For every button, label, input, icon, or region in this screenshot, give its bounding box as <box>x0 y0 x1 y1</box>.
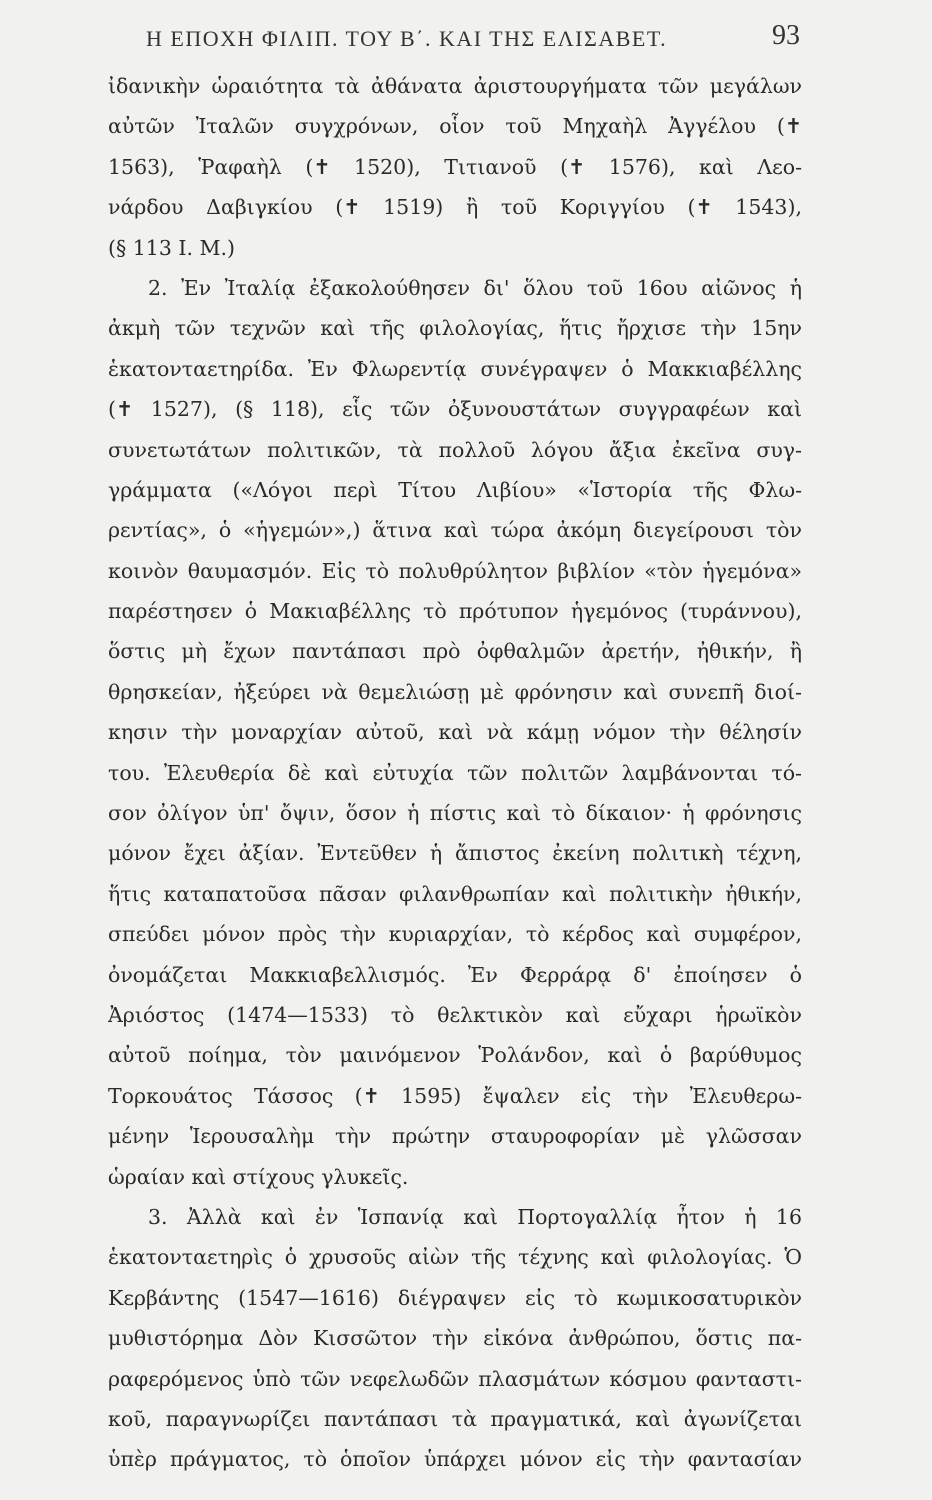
text-line: ἑκατονταετηρὶς ὁ χρυσοῦς αἰὼν τῆς τέχνης καὶ φιλολογίας. Ὁ <box>108 1245 802 1270</box>
text-line: μένην Ἱερουσαλὴμ τὴν πρώτην σταυροφορίαν μὲ γλῶσσαν <box>108 1124 802 1149</box>
text-line: ἥτις καταπατοῦσα πᾶσαν φιλανθρωπίαν καὶ πολιτικὴν ἠθικήν, <box>108 881 802 906</box>
text-line: ὑπὲρ πράγματος, τὸ ὁποῖον ὑπάρχει μόνον εἰς τὴν φαντασίαν <box>108 1447 802 1472</box>
text-line: Τορκουάτος Τάσσος (✝ 1595) ἔψαλεν εἰς τὴν Ἐλευθερω- <box>108 1083 802 1108</box>
text-line: παρέστησεν ὁ Μακιαβέλλης τὸ πρότυπον ἡγεμόνος (τυράννου), <box>108 599 802 624</box>
text-line: ὅστις μὴ ἔχων παντάπασι πρὸ ὀφθαλμῶν ἀρετήν, ἠθικήν, ἢ <box>108 639 802 664</box>
text-line: σπεύδει μόνον πρὸς τὴν κυριαρχίαν, τὸ κέρδος καὶ συμφέρον, <box>108 922 802 947</box>
text-line: (§ 113 I. M.) <box>108 235 236 260</box>
running-header <box>108 16 800 56</box>
text-line: ὡραίαν καὶ στίχους γλυκεῖς. <box>108 1164 409 1189</box>
text-line: Κερβάντης (1547—1616) διέγραψεν εἰς τὸ κωμικοσατυρικὸν <box>108 1285 802 1310</box>
text-line: 3. Ἀλλὰ καὶ ἐν Ἱσπανίᾳ καὶ Πορτογαλλίᾳ ἦτον ἡ 16 <box>148 1204 802 1229</box>
text-line: του. Ἐλευθερία δὲ καὶ εὐτυχία τῶν πολιτῶν λαμβάνονται τό- <box>108 760 802 785</box>
page-number: 93 <box>772 20 800 51</box>
text-line: κοινὸν θαυμασμόν. Εἰς τὸ πολυθρύλητον βιβλίον «τὸν ἡγεμόνα» <box>108 558 802 583</box>
text-line: ἑκατονταετηρίδα. Ἐν Φλωρεντίᾳ συνέγραψεν ὁ Μακκιαβέλλης <box>108 356 802 381</box>
text-line: ὀνομάζεται Μακκιαβελλισμός. Ἐν Φερράρᾳ δ' ἐποίησεν ὁ <box>108 962 802 987</box>
text-line: μόνον ἔχει ἀξίαν. Ἐντεῦθεν ἡ ἄπιστος ἐκείνη πολιτικὴ τέχνη, <box>108 841 802 866</box>
text-line: συνετωτάτων πολιτικῶν, τὰ πολλοῦ λόγου ἄξια ἐκεῖνα συγ- <box>108 437 802 462</box>
text-line: κοῦ, παραγνωρίζει παντάπασι τὰ πραγματικά, καὶ ἀγωνίζεται <box>108 1406 802 1431</box>
text-line: γράμματα («Λόγοι περὶ Τίτου Λιβίου» «Ἱστορία τῆς Φλω- <box>108 477 802 502</box>
text-line: ἀκμὴ τῶν τεχνῶν καὶ τῆς φιλολογίας, ἥτις ἤρχισε τὴν 15ην <box>108 316 802 341</box>
text-line: νάρδου Δαβιγκίου (✝ 1519) ἢ τοῦ Κοριγγίου (✝ 1543), <box>108 195 802 220</box>
text-line: Ἀριόστος (1474—1533) τὸ θελκτικὸν καὶ εὔχαρι ἡρωϊκὸν <box>108 1002 802 1027</box>
text-line: κησιν τὴν μοναρχίαν αὐτοῦ, καὶ νὰ κάμῃ νόμον τὴν θέλησίν <box>108 720 802 745</box>
text-line: ρεντίας», ὁ «ἡγεμών»,) ἅτινα καὶ τώρα ἀκόμη διεγείρουσι τὸν <box>108 518 802 543</box>
running-title: Η ΕΠΟΧΗ ΦΙΛΙΠ. ΤΟΥ Β΄. ΚΑΙ ΤΗΣ ΕΛΙΣΑΒΕΤ. <box>146 26 668 51</box>
text-line: αὐτῶν Ἰταλῶν συγχρόνων, οἷον τοῦ Μηχαὴλ Ἀγγέλου (✝ <box>108 114 802 139</box>
text-line: σον ὀλίγον ὑπ' ὄψιν, ὅσον ἡ πίστις καὶ τὸ δίκαιον· ἡ φρόνησις <box>108 801 802 826</box>
text-line: μυθιστόρημα Δὸν Κισσῶτον τὴν εἰκόνα ἀνθρώπου, ὅστις πα- <box>108 1326 802 1351</box>
text-line: 1563), Ῥαφαὴλ (✝ 1520), Τιτιανοῦ (✝ 1576), καὶ Λεο- <box>108 154 802 179</box>
body-text <box>108 66 802 1480</box>
text-line: αὐτοῦ ποίημα, τὸν μαινόμενον Ῥολάνδον, καὶ ὁ βαρύθυμος <box>108 1043 802 1068</box>
text-line: 2. Ἐν Ἰταλίᾳ ἐξακολούθησεν δι' ὅλου τοῦ 16ου αἰῶνος ἡ <box>148 275 802 300</box>
text-line: θρησκείαν, ἠξεύρει νὰ θεμελιώσῃ μὲ φρόνησιν καὶ συνεπῆ διοί- <box>108 679 802 704</box>
text-line: (✝ 1527), (§ 118), εἷς τῶν ὀξυνουστάτων συγγραφέων καὶ <box>108 397 802 422</box>
text-line: ραφερόμενος ὑπὸ τῶν νεφελωδῶν πλασμάτων κόσμου φανταστι- <box>108 1366 802 1391</box>
text-line: ἰδανικὴν ὡραιότητα τὰ ἀθάνατα ἀριστουργήματα τῶν μεγάλων <box>108 74 802 98</box>
